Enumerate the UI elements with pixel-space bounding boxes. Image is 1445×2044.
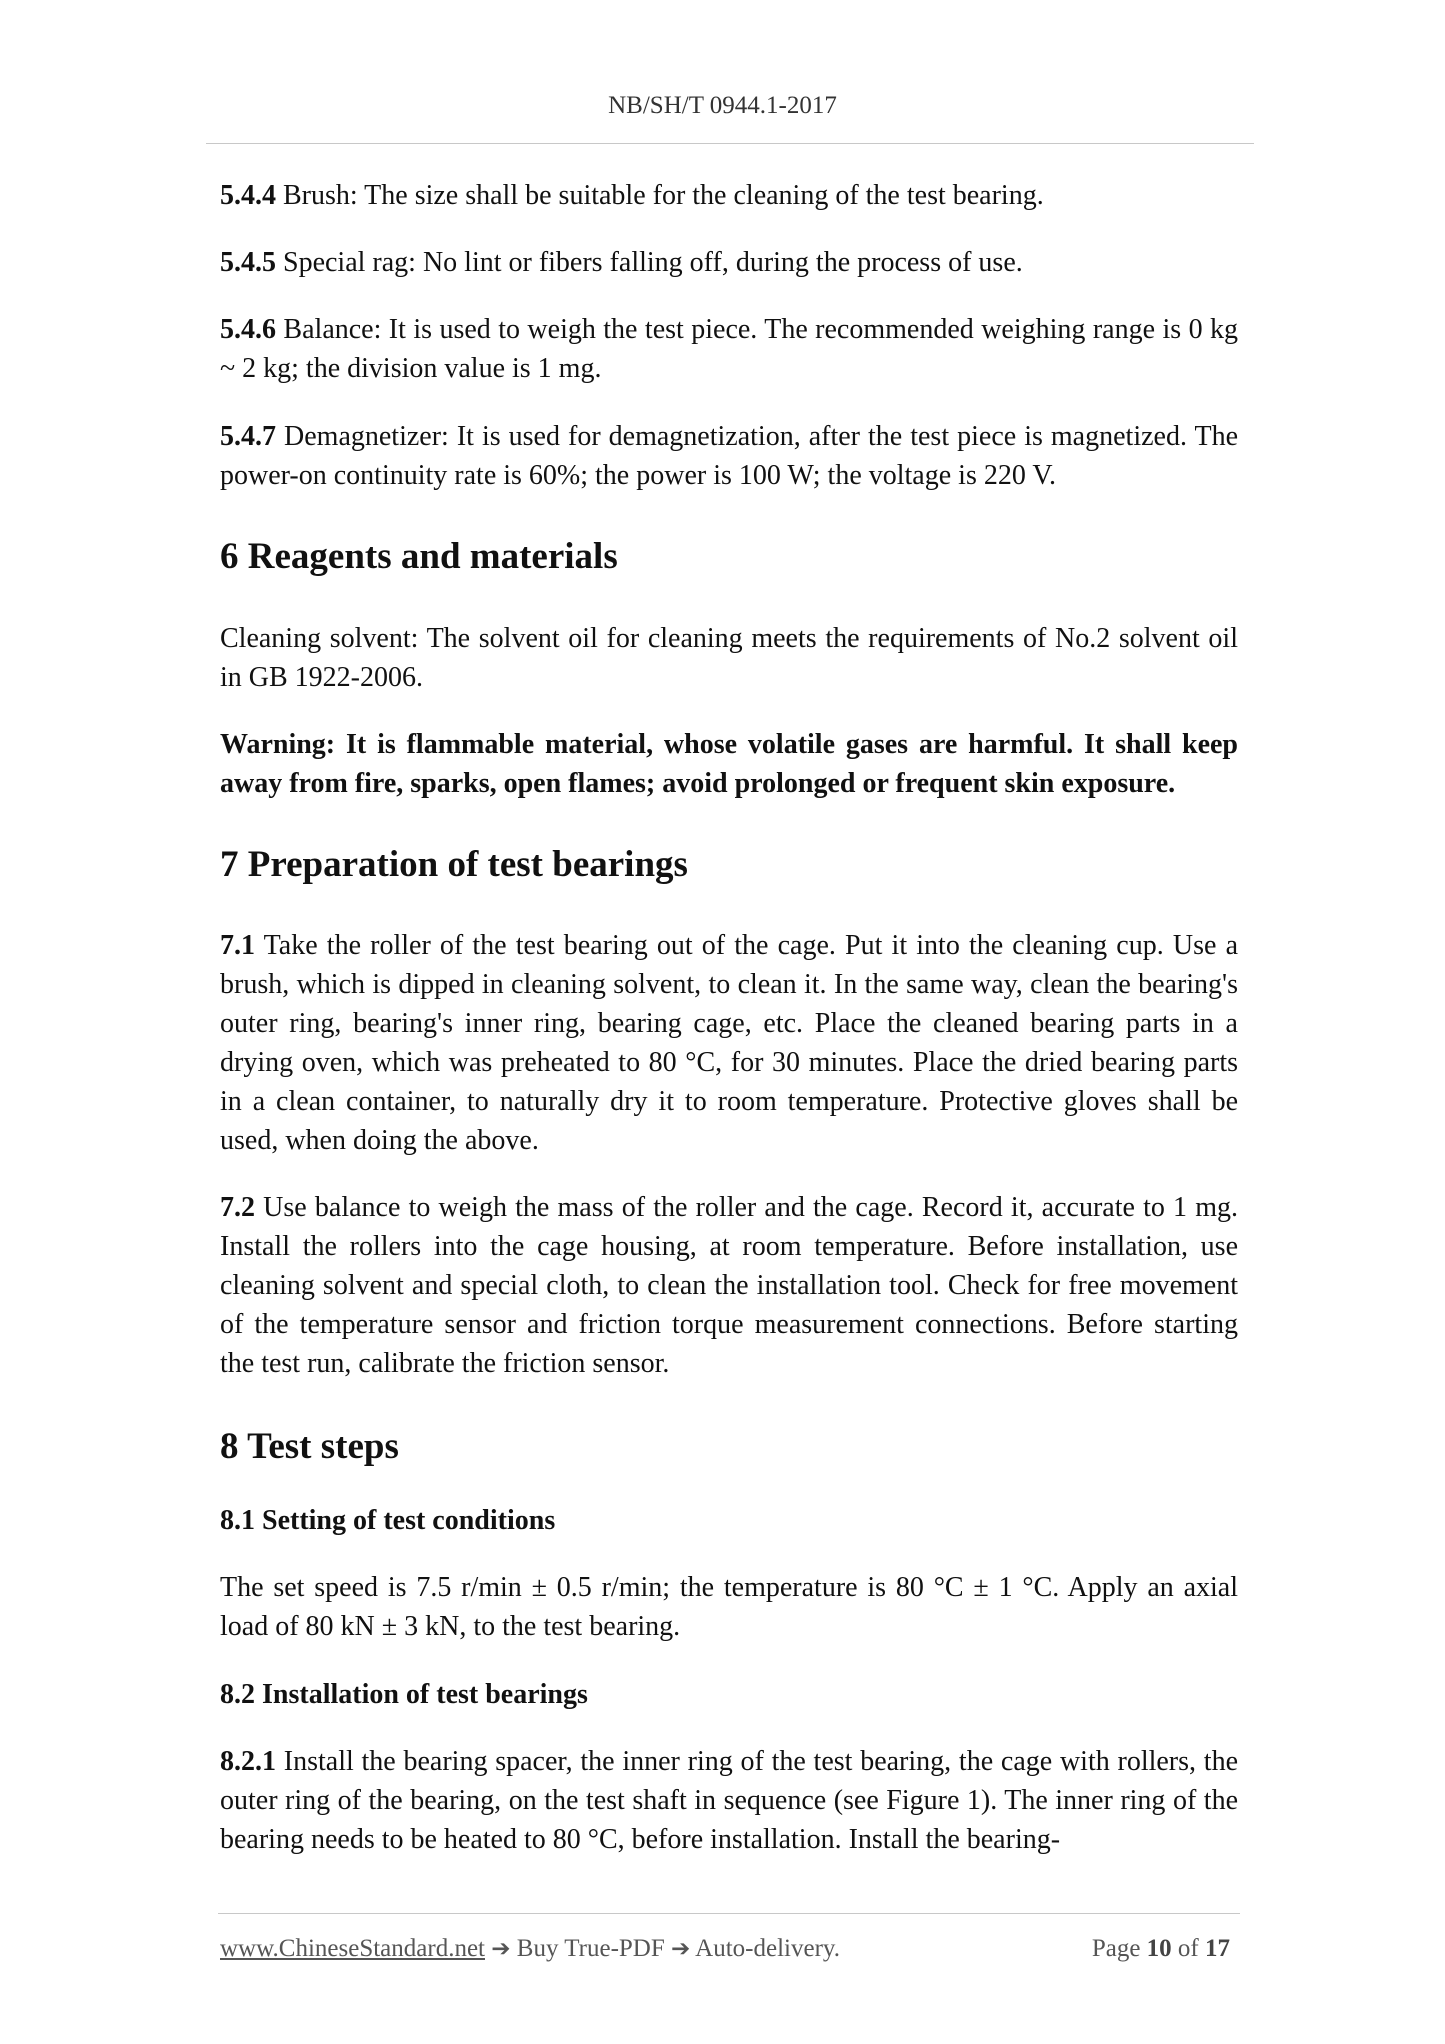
page-of: of bbox=[1171, 1935, 1205, 1962]
clause-7-1 bbox=[220, 926, 1238, 1160]
footer-promo bbox=[220, 1935, 840, 1963]
footer-delivery-text: Auto-delivery. bbox=[690, 1935, 841, 1962]
clause-number: 5.4.7 bbox=[220, 421, 276, 452]
footer-buy-text: Buy True-PDF bbox=[510, 1935, 672, 1962]
clause-number: 7.1 bbox=[220, 930, 255, 961]
clause-text: Balance: It is used to weigh the test piece. The recommended weighing range is 0 kg ~ 2 kg; the division value is 1 mg. bbox=[220, 314, 1238, 384]
clause-5-4-5 bbox=[220, 243, 1238, 282]
clause-number: 5.4.6 bbox=[220, 314, 276, 345]
page-current: 10 bbox=[1146, 1935, 1172, 1962]
subsection-8-1-text: The set speed is 7.5 r/min ± 0.5 r/min; the temperature is 80 °C ± 1 °C. Apply an axial load of 80 kN ± 3 kN, to the test bearing. bbox=[220, 1572, 1238, 1642]
page-number bbox=[1092, 1935, 1230, 1963]
clause-text: Special rag: No lint or fibers falling off, during the process of use. bbox=[276, 247, 1023, 278]
subsection-8-1-heading: 8.1 Setting of test conditions bbox=[220, 1505, 556, 1536]
section-6-warning: Warning: It is flammable material, whose volatile gases are harmful. It shall keep away from fire, sparks, open flames; avoid prolonged or frequent skin exposure. bbox=[220, 729, 1238, 799]
page-label: Page bbox=[1091, 1935, 1147, 1962]
section-6-paragraph: Cleaning solvent: The solvent oil for cleaning meets the requirements of No.2 solvent oil in GB 1922-2006. bbox=[220, 623, 1238, 693]
website-link[interactable]: www.ChineseStandard.net bbox=[220, 1935, 485, 1962]
clause-number: 5.4.5 bbox=[220, 247, 276, 278]
clause-8-2-1 bbox=[220, 1742, 1238, 1859]
section-8-heading: 8 Test steps bbox=[220, 1426, 399, 1467]
clause-7-2 bbox=[220, 1188, 1238, 1383]
section-6-heading: 6 Reagents and materials bbox=[220, 536, 618, 577]
clause-5-4-6 bbox=[220, 310, 1238, 388]
page-total: 17 bbox=[1205, 1935, 1230, 1962]
page-header-standard-code: NB/SH/T 0944.1-2017 bbox=[608, 92, 837, 119]
clause-5-4-7 bbox=[220, 417, 1238, 495]
clause-number: 8.2.1 bbox=[220, 1746, 276, 1777]
header-divider bbox=[206, 143, 1254, 144]
section-7-heading: 7 Preparation of test bearings bbox=[220, 844, 688, 885]
subsection-8-2-heading: 8.2 Installation of test bearings bbox=[220, 1679, 588, 1710]
clause-text: Demagnetizer: It is used for demagnetization, after the test piece is magnetized. The power-on continuity rate is 60%; the power is 100 W; the voltage is 220 V. bbox=[220, 421, 1238, 491]
clause-5-4-4 bbox=[220, 176, 1238, 215]
clause-number: 7.2 bbox=[220, 1192, 255, 1223]
arrow-right-icon: ➔ bbox=[671, 1936, 691, 1962]
document-body bbox=[220, 176, 1238, 1859]
footer-divider bbox=[218, 1913, 1240, 1914]
clause-text: Install the bearing spacer, the inner ring of the test bearing, the cage with rollers, the outer ring of the bearing, on the test shaft in sequence (see Figure 1). The inner ring of the bearing needs to be heated to 80 °C, before installation. Install the bearing- bbox=[220, 1746, 1238, 1855]
clause-text: Take the roller of the test bearing out of the cage. Put it into the cleaning cup. Use a brush, which is dipped in cleaning solvent, to clean it. In the same way, clean the bearing's outer ring, bearing's inner ring, bearing cage, etc. Place the cleaned bearing parts in a drying oven, which was preheated to 80 °C, for 30 minutes. Place the dried bearing parts in a clean container, to naturally dry it to room temperature. Protective gloves shall be used, when doing the above. bbox=[220, 930, 1238, 1156]
clause-text: Brush: The size shall be suitable for the cleaning of the test bearing. bbox=[276, 180, 1044, 211]
clause-number: 5.4.4 bbox=[220, 180, 276, 211]
clause-text: Use balance to weigh the mass of the roller and the cage. Record it, accurate to 1 mg. Install the rollers into the cage housing, at room temperature. Before installation, use cleaning solvent and special cloth, to clean the installation tool. Check for free movement of the temperature sensor and friction torque measurement connections. Before starting the test run, calibrate the friction sensor. bbox=[220, 1192, 1238, 1379]
arrow-right-icon: ➔ bbox=[491, 1936, 511, 1962]
